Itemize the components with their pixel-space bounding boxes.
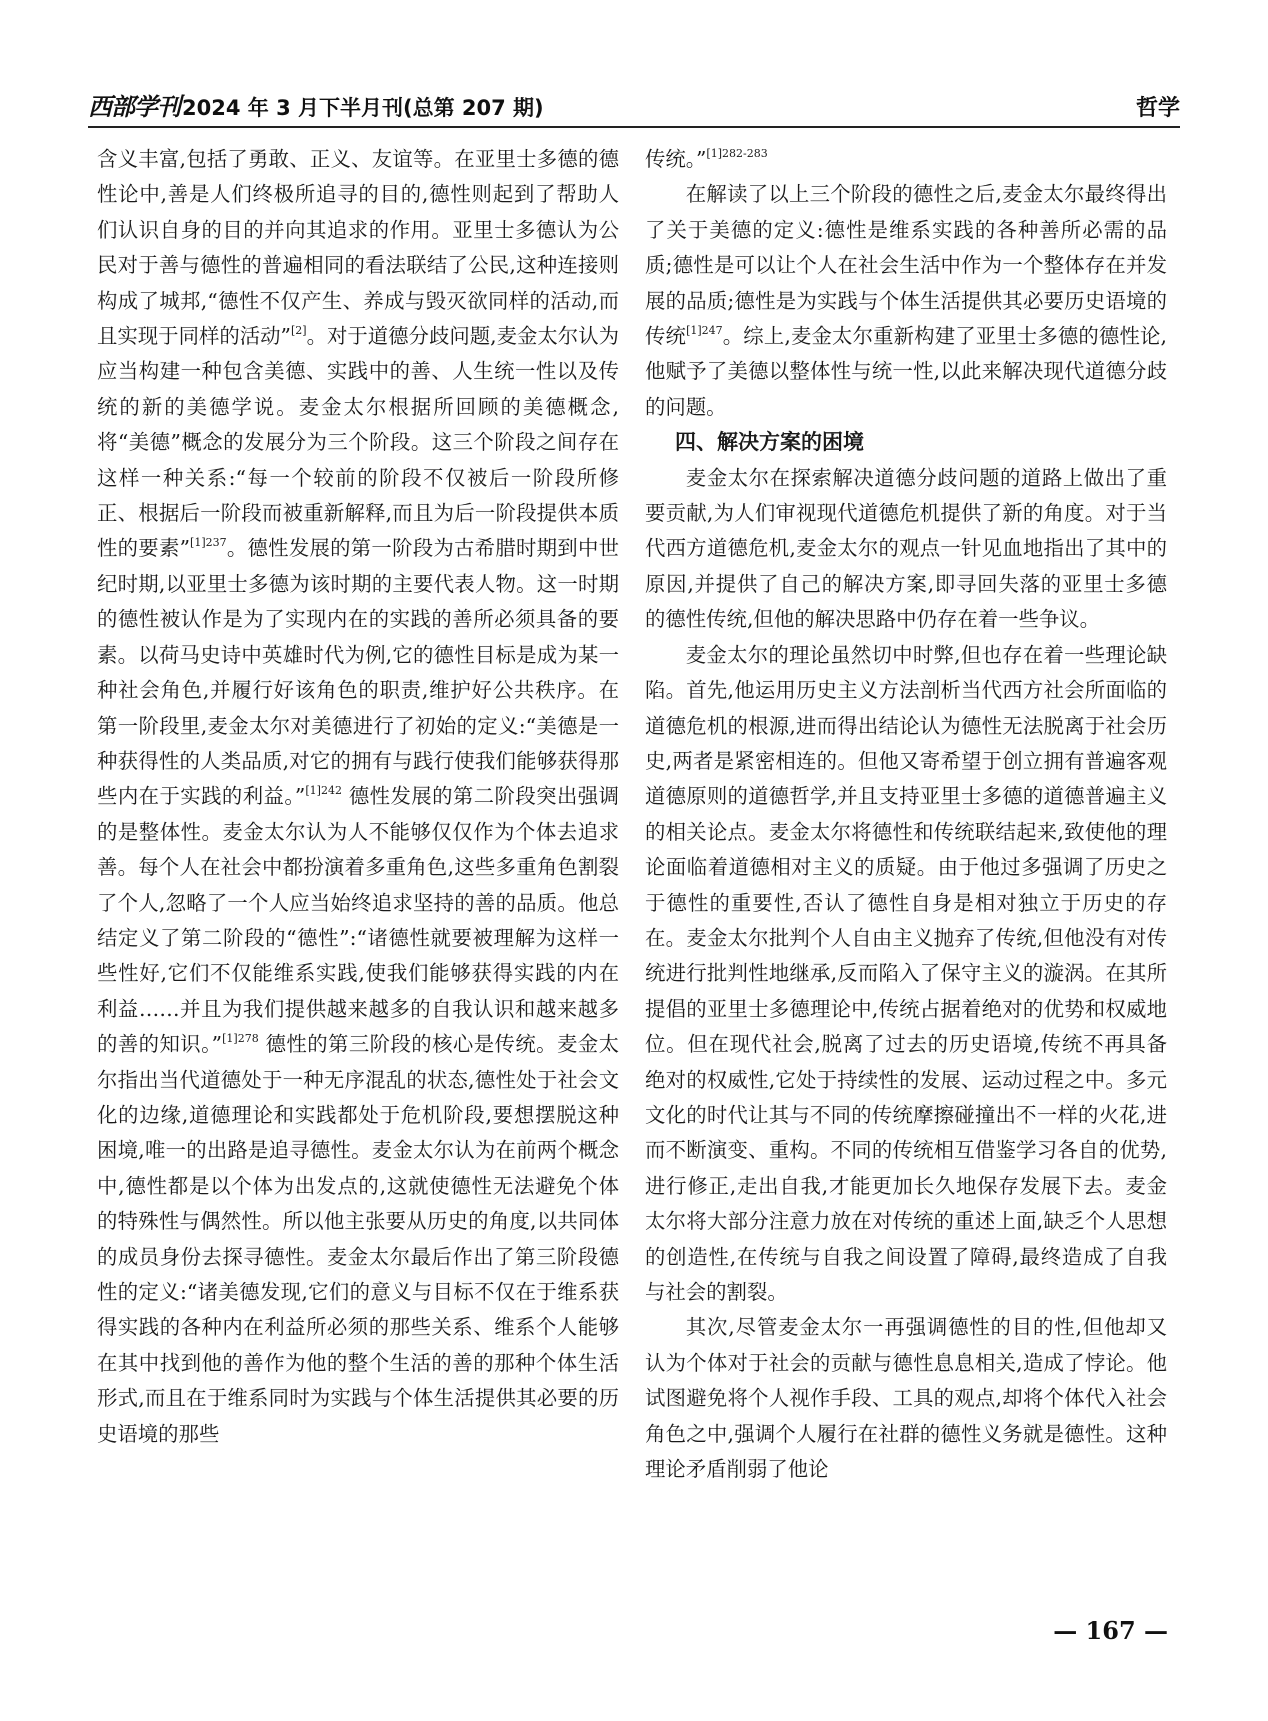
paragraph: 其次,尽管麦金太尔一再强调德性的目的性,但他却又认为个体对于社会的贡献与德性息息相关,造成了悖论。他试图避免将个人视作手段、工具的观点,却将个体代入社会角色之中,强调个人履行在社群的德性义务就是德性。这种理论矛盾削弱了他论 (645, 1315, 1167, 1482)
paragraph: 麦金太尔在探索解决道德分歧问题的道路上做出了重要贡献,为人们审视现代道德危机提供了新的角度。对于当代西方道德危机,麦金太尔的观点一针见血地指出了其中的原因,并提供了自己的解决方案,即寻回失落的亚里士多德的德性传统,但他的解决思路中仍存在着一些争议。 (645, 465, 1167, 632)
body-text: 。对于道德分歧问题,麦金太尔认为应当构建一种包含美德、实践中的善、人生统一性以及传统的新的美德学说。麦金太尔根据所回顾的美德概念,将“美德”概念的发展分为三个阶段。这三个阶段之间存在这样一种关系:“每一个较前的阶段不仅被后一阶段所修正、根据后一阶段而被重新解释,而且为后一阶段提供本质性的要素” (97, 324, 619, 561)
body-text: 德性发展的第二阶段突出强调的是整体性。麦金太尔认为人不能够仅仅作为个体去追求善。每个人在社会中都扮演着多重角色,这些多重角色割裂了个人,忽略了一个人应当始终追求坚持的善的品质。他总结定义了第二阶段的“德性”:“诸德性就要被理解为这样一些性好,它们不仅能维系实践,使我们能够获得实践的内在利益……并且为我们提供越来越多的自我认识和越来越多的善的知识。” (97, 784, 619, 1057)
paragraph (645, 177, 1167, 425)
left-column (97, 142, 619, 1452)
body-text: 在解读了以上三个阶段的德性之后,麦金太尔最终得出了关于美德的定义:德性是维系实践的各种善所必需的品质;德性是可以让个人在社会生活中作为一个整体存在并发展的品质;德性是为实践与个体生活提供其必要历史语境的传统 (645, 182, 1167, 349)
journal-logo: 西部学刊 (88, 92, 180, 121)
body-text: 传统。” (645, 147, 707, 171)
page-number: — 167 — (1053, 1616, 1168, 1645)
paragraph (97, 142, 619, 1452)
body-text: 含义丰富,包括了勇敢、正义、友谊等。在亚里士多德的德性论中,善是人们终极所追寻的目的,德性则起到了帮助人们认识自身的目的并向其追求的作用。亚里士多德认为公民对于善与德性的普遍相同的看法联结了公民,这种连接则构成了城邦,“德性不仅产生、养成与毁灭欲同样的活动,而且实现于同样的活动” (97, 147, 619, 349)
body-text: 。综上,麦金太尔重新构建了亚里士多德的德性论,他赋予了美德以整体性与统一性,以此来解决现代道德分歧的问题。 (645, 324, 1167, 419)
right-column (645, 142, 1167, 1487)
running-header (88, 88, 1180, 128)
section-heading: 四、解决方案的困境 (675, 430, 864, 455)
citation: [1]278 (222, 1032, 259, 1046)
citation: [1]242 (305, 784, 342, 798)
citation: [2] (290, 324, 307, 338)
header-left (88, 87, 544, 122)
paragraph (645, 142, 1167, 177)
citation: [1]282-283 (706, 147, 768, 160)
citation: [1]237 (190, 536, 227, 550)
issue-info: 2024 年 3 月下半月刊(总第 207 期) (182, 96, 544, 120)
body-text: 。德性发展的第一阶段为古希腊时期到中世纪时期,以亚里士多德为该时期的主要代表人物。这一时期的德性被认作是为了实现内在的实践的善所必须具备的要素。以荷马史诗中英雄时代为例,它的德性目标是成为某一种社会角色,并履行好该角色的职责,维护好公共秩序。在第一阶段里,麦金太尔对美德进行了初始的定义:“美德是一种获得性的人类品质,对它的拥有与践行使我们能够获得那些内在于实践的利益。” (97, 536, 619, 809)
body-text: 德性的第三阶段的核心是传统。麦金太尔指出当代道德处于一种无序混乱的状态,德性处于社会文化的边缘,道德理论和实践都处于危机阶段,要想摆脱这种困境,唯一的出路是追寻德性。麦金太尔认为在前两个概念中,德性都是以个体为出发点的,这就使德性无法避免个体的特殊性与偶然性。所以他主张要从历史的角度,以共同体的成员身份去探寻德性。麦金太尔最后作出了第三阶段德性的定义:“诸美德发现,它们的意义与目标不仅在于维系获得实践的各种内在利益所必须的那些关系、维系个人能够在其中找到他的善作为他的整个生活的善的那种个体生活形式,而且在于维系同时为实践与个体生活提供其必要的历史语境的那些 (97, 1032, 619, 1446)
citation: [1]247 (686, 324, 723, 338)
paragraph: 麦金太尔的理论虽然切中时弊,但也存在着一些理论缺陷。首先,他运用历史主义方法剖析当代西方社会所面临的道德危机的根源,进而得出结论认为德性无法脱离于社会历史,两者是紧密相连的。但他又寄希望于创立拥有普遍客观道德原则的道德哲学,并且支持亚里士多德的道德普遍主义的相关论点。麦金太尔将德性和传统联结起来,致使他的理论面临着道德相对主义的质疑。由于他过多强调了历史之于德性的重要性,否认了德性自身是相对独立于历史的存在。麦金太尔批判个人自由主义抛弃了传统,但他没有对传统进行批判性地继承,反而陷入了保守主义的漩涡。在其所提倡的亚里士多德理论中,传统占据着绝对的优势和权威地位。但在现代社会,脱离了过去的历史语境,传统不再具备绝对的权威性,它处于持续性的发展、运动过程之中。多元文化的时代让其与不同的传统摩擦碰撞出不一样的火花,进而不断演变、重构。不同的传统相互借鉴学习各自的优势,进行修正,走出自我,才能更加长久地保存发展下去。麦金太尔将大部分注意力放在对传统的重述上面,缺乏个人思想的创造性,在传统与自我之间设置了障碍,最终造成了自我与社会的割裂。 (645, 642, 1167, 1304)
section-name: 哲学 (1135, 96, 1180, 121)
